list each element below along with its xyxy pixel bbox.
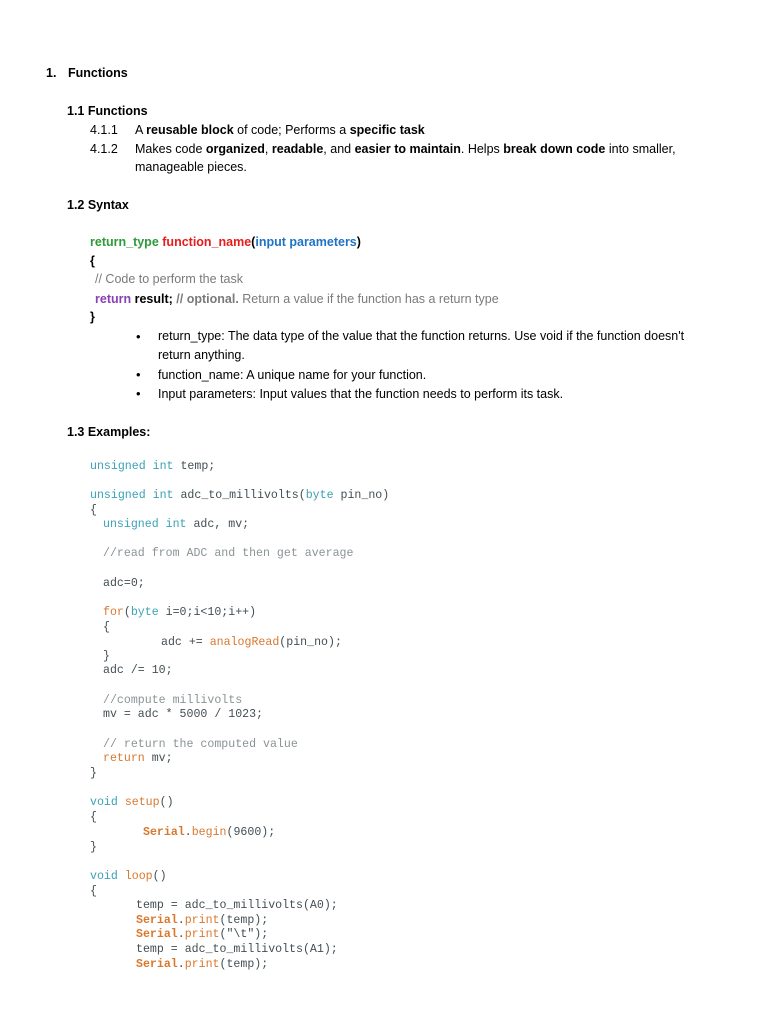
syntax-return-line: return result; // optional. Return a value if the function has a return type — [95, 292, 499, 306]
code-line: } — [103, 650, 110, 663]
item-4-1-1-number: 4.1.1 — [90, 123, 118, 137]
bullet-function-name: function_name: A unique name for your function. — [158, 368, 427, 382]
item-4-1-2-number: 4.1.2 — [90, 142, 118, 156]
code-line: Serial.begin(9600); — [143, 826, 276, 839]
section-1-3-title: 1.3 Examples: — [67, 425, 151, 439]
code-comment: //read from ADC and then get average — [103, 547, 354, 560]
code-line: Serial.print(temp); — [136, 914, 269, 927]
item-4-1-1-text: A reusable block of code; Performs a specific task — [135, 123, 425, 137]
code-line: unsigned int temp; — [90, 460, 216, 473]
code-line: adc += analogRead(pin_no); — [161, 636, 342, 649]
code-line: unsigned int adc, mv; — [103, 518, 250, 531]
bullet-input-parameters: Input parameters: Input values that the function needs to perform its task. — [158, 387, 564, 401]
code-comment: // return the computed value — [103, 738, 298, 751]
heading-number: 1. — [46, 66, 57, 80]
code-line: temp = adc_to_millivolts(A1); — [136, 943, 338, 956]
code-line: { — [90, 504, 97, 517]
heading-title: Functions — [68, 66, 128, 80]
code-line: adc=0; — [103, 577, 145, 590]
code-line: unsigned int adc_to_millivolts(byte pin_no) — [90, 489, 390, 502]
bullet-dot: • — [136, 367, 141, 382]
code-line: { — [90, 885, 97, 898]
bullet-return-type: return_type: The data type of the value that the function returns. Use void if the function doesn't — [158, 329, 685, 343]
section-1-2-title: 1.2 Syntax — [67, 198, 129, 212]
bullet-dot: • — [136, 329, 141, 344]
code-line: Serial.print("\t"); — [136, 928, 269, 941]
code-line: } — [90, 767, 97, 780]
code-line: return mv; — [103, 752, 173, 765]
code-line: for(byte i=0;i<10;i++) — [103, 606, 257, 619]
item-4-1-2-text-line2: manageable pieces. — [135, 160, 247, 174]
syntax-close-brace: } — [90, 310, 95, 324]
item-4-1-2-text: Makes code organized, readable, and easier to maintain. Helps break down code into smaller, — [135, 142, 676, 156]
code-line: void setup() — [90, 796, 174, 809]
bullet-dot: • — [136, 386, 141, 401]
code-line: adc /= 10; — [103, 664, 173, 677]
section-1-1-title: 1.1 Functions — [67, 104, 148, 118]
syntax-signature: return_type function_name(input parameters) — [90, 235, 361, 249]
code-comment: //compute millivolts — [103, 694, 243, 707]
code-line: Serial.print(temp); — [136, 958, 269, 971]
code-line: { — [103, 621, 110, 634]
bullet-return-type-line2: return anything. — [158, 348, 245, 362]
code-line: temp = adc_to_millivolts(A0); — [136, 899, 338, 912]
code-line: } — [90, 841, 97, 854]
code-line: { — [90, 811, 97, 824]
syntax-open-brace: { — [90, 254, 95, 268]
syntax-comment: // Code to perform the task — [95, 272, 243, 286]
code-line: mv = adc * 5000 / 1023; — [103, 708, 264, 721]
code-line: void loop() — [90, 870, 167, 883]
